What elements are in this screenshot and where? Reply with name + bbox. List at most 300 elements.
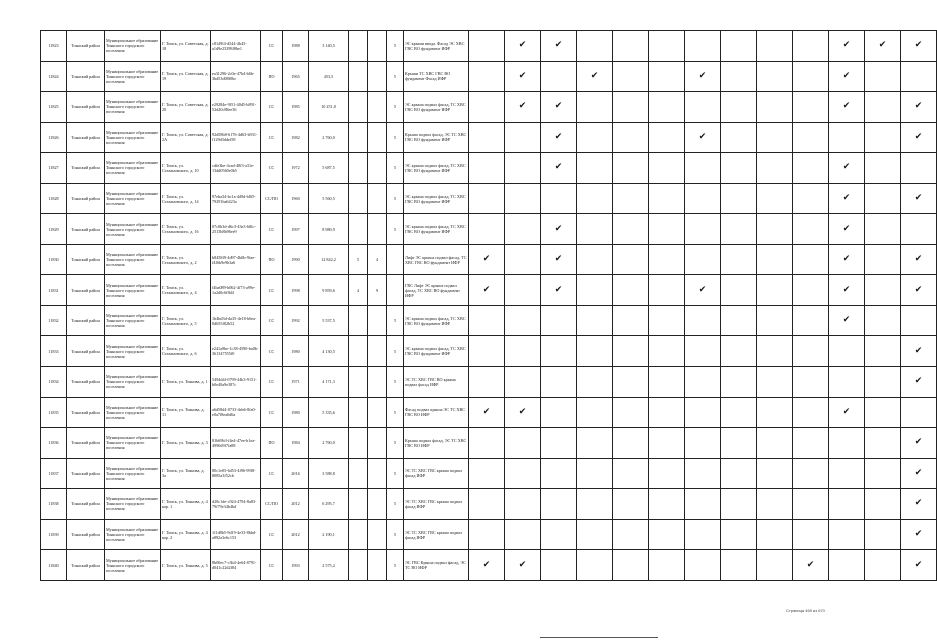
district-cell: Тоянский район: [67, 428, 105, 459]
address-cell: Г. Томск, ул. Стахановского, д. 5: [161, 305, 211, 336]
work-mark-cell: [541, 183, 577, 214]
table-row: [41, 550, 937, 581]
owner-cell: Муниципальное образование Тоянского городского поселения: [105, 183, 161, 214]
work-mark-cell: [505, 275, 541, 306]
record-number: 11832: [41, 305, 67, 336]
work-mark-cell: [865, 214, 901, 245]
floors-cell: [349, 122, 368, 153]
work-mark-cell: [541, 275, 577, 306]
work-mark-cell: [685, 92, 721, 123]
address-cell: Г. Томск, ул. Стахановского, д. 6: [161, 336, 211, 367]
owner-cell: Муниципальное образование Тоянского городского поселения: [105, 305, 161, 336]
entrances-cell: [368, 153, 387, 184]
work-mark-cell: [541, 122, 577, 153]
work-mark-cell: [757, 397, 793, 428]
work-mark-cell: [505, 458, 541, 489]
work-mark-cell: [685, 489, 721, 520]
owner-cell: Муниципальное образование Тоянского городского поселения: [105, 458, 161, 489]
owner-cell: Муниципальное образование Тоянского городского поселения: [105, 336, 161, 367]
work-mark-cell: [649, 336, 685, 367]
work-mark-cell: [793, 428, 829, 459]
work-mark-cell: [613, 244, 649, 275]
checkmark-icon: ✔: [914, 529, 923, 540]
work-mark-cell: [613, 61, 649, 92]
work-mark-cell: [685, 183, 721, 214]
floors-cell: [349, 550, 368, 581]
works-cell: ЭС ТС ХВС ГВС ВО крыша подвал фасад ИФР: [404, 367, 469, 398]
work-mark-cell: [577, 153, 613, 184]
wall-material-cell: СС/ПО: [261, 183, 283, 214]
work-mark-cell: [757, 153, 793, 184]
wall-material-cell: СС: [261, 550, 283, 581]
work-mark-cell: [685, 275, 721, 306]
work-mark-cell: [901, 275, 937, 306]
work-mark-cell: [649, 122, 685, 153]
work-mark-cell: [721, 244, 757, 275]
work-mark-cell: [829, 92, 865, 123]
work-mark-cell: [865, 183, 901, 214]
work-mark-cell: [829, 458, 865, 489]
owner-cell: Муниципальное образование Тоянского городского поселения: [105, 428, 161, 459]
table-row: [41, 92, 937, 123]
work-mark-cell: [469, 275, 505, 306]
table-row: [41, 489, 937, 520]
work-mark-cell: [541, 305, 577, 336]
work-mark-cell: [901, 92, 937, 123]
work-mark-cell: [865, 550, 901, 581]
work-mark-cell: [649, 458, 685, 489]
work-mark-cell: [685, 153, 721, 184]
work-mark-cell: [829, 275, 865, 306]
work-mark-cell: [721, 550, 757, 581]
build-year-cell: 1965: [283, 61, 309, 92]
work-mark-cell: [793, 489, 829, 520]
wall-material-cell: СС: [261, 92, 283, 123]
wall-material-cell: СС: [261, 397, 283, 428]
checkmark-icon: ✔: [482, 284, 491, 295]
checkmark-icon: ✔: [914, 345, 923, 356]
guid-cell: 97eba34-bc1a-4d9d-b8f5-79291ba6423a: [211, 183, 261, 214]
wall-material-cell: СС: [261, 214, 283, 245]
work-mark-cell: [505, 31, 541, 62]
work-mark-cell: [613, 367, 649, 398]
floors-cell: [349, 428, 368, 459]
work-mark-cell: [793, 519, 829, 550]
work-mark-cell: [757, 92, 793, 123]
work-mark-cell: [865, 275, 901, 306]
work-mark-cell: [793, 397, 829, 428]
record-number: 11837: [41, 458, 67, 489]
work-mark-cell: [505, 61, 541, 92]
works-cell: ЭС ГВС Крыша подвал фасад, ЭС ТС ВО ИФР: [404, 550, 469, 581]
owner-cell: Муниципальное образование Тоянского городского поселения: [105, 519, 161, 550]
work-mark-cell: [469, 31, 505, 62]
work-mark-cell: [541, 92, 577, 123]
address-cell: Г. Томск, ул. Стахановского, д. 2: [161, 244, 211, 275]
work-mark-cell: [901, 305, 937, 336]
entrances-cell: [368, 550, 387, 581]
owner-cell: Муниципальное образование Тоянского городского поселения: [105, 61, 161, 92]
work-mark-cell: [469, 550, 505, 581]
work-mark-cell: [901, 336, 937, 367]
work-mark-cell: [829, 519, 865, 550]
work-mark-cell: [685, 122, 721, 153]
table-row: [41, 31, 937, 62]
category-cell: 5: [387, 550, 404, 581]
works-cell: ЭС крыша подвал фасад, ТС ХВС ГВС ВО фундамент ИФР: [404, 336, 469, 367]
signature-line: [540, 637, 658, 638]
work-mark-cell: [469, 519, 505, 550]
works-cell: ЭС крыша подвал фасад, ТС ХВС ГВС ВО фундамент ИФР: [404, 92, 469, 123]
work-mark-cell: [793, 153, 829, 184]
owner-cell: Муниципальное образование Тоянского городского поселения: [105, 489, 161, 520]
district-cell: Тоянский район: [67, 92, 105, 123]
checkmark-icon: ✔: [842, 162, 851, 173]
work-mark-cell: [541, 153, 577, 184]
work-mark-cell: [577, 305, 613, 336]
work-mark-cell: [757, 428, 793, 459]
checkmark-icon: ✔: [914, 284, 923, 295]
checkmark-icon: ✔: [518, 40, 527, 51]
work-mark-cell: [577, 458, 613, 489]
work-mark-cell: [685, 336, 721, 367]
district-cell: Тоянский район: [67, 214, 105, 245]
checkmark-icon: ✔: [698, 70, 707, 81]
record-number: 11834: [41, 367, 67, 398]
address-cell: Г. Томск, ул. Тоянова, д. 3а: [161, 458, 211, 489]
work-mark-cell: [469, 428, 505, 459]
work-mark-cell: [613, 122, 649, 153]
table-row: [41, 214, 937, 245]
work-mark-cell: [505, 214, 541, 245]
work-mark-cell: [793, 31, 829, 62]
work-mark-cell: [577, 244, 613, 275]
works-cell: Лифт ЭС крыша подвал фасад, ТС ХВС ГВС ВО фундамент ИФР: [404, 244, 469, 275]
works-cell: ЭС ТС ХВС ГВС крыша подвал фасад ИФР: [404, 458, 469, 489]
work-mark-cell: [541, 397, 577, 428]
checkmark-icon: ✔: [554, 131, 563, 142]
work-mark-cell: [649, 31, 685, 62]
table-row: [41, 336, 937, 367]
record-number: 11839: [41, 519, 67, 550]
floors-cell: [349, 31, 368, 62]
area-cell: 12 842,2: [309, 244, 349, 275]
work-mark-cell: [721, 61, 757, 92]
work-mark-cell: [865, 122, 901, 153]
work-mark-cell: [721, 92, 757, 123]
work-mark-cell: [793, 550, 829, 581]
work-mark-cell: [793, 336, 829, 367]
checkmark-icon: ✔: [698, 131, 707, 142]
district-cell: Тоянский район: [67, 550, 105, 581]
checkmark-icon: ✔: [554, 284, 563, 295]
wall-material-cell: СС: [261, 336, 283, 367]
checkmark-icon: ✔: [842, 101, 851, 112]
address-cell: Г. Томск, ул. Советская, д. 18: [161, 31, 211, 62]
category-cell: 5: [387, 122, 404, 153]
work-mark-cell: [649, 305, 685, 336]
checkmark-icon: ✔: [554, 254, 563, 265]
wall-material-cell: СС: [261, 458, 283, 489]
work-mark-cell: [649, 275, 685, 306]
category-cell: 5: [387, 61, 404, 92]
build-year-cell: 1980: [283, 397, 309, 428]
work-mark-cell: [613, 489, 649, 520]
work-mark-cell: [685, 458, 721, 489]
work-mark-cell: [469, 336, 505, 367]
wall-material-cell: ПО: [261, 244, 283, 275]
area-cell: 5 335,6: [309, 397, 349, 428]
address-cell: Г. Томск, ул. Стахановского, д. 10: [161, 153, 211, 184]
checkmark-icon: ✔: [518, 101, 527, 112]
work-mark-cell: [649, 244, 685, 275]
guid-cell: 80c1e05-6d53-4f96-99f8-8085a3f52cb: [211, 458, 261, 489]
work-mark-cell: [901, 61, 937, 92]
area-cell: 5 537,5: [309, 305, 349, 336]
work-mark-cell: [757, 550, 793, 581]
district-cell: Тоянский район: [67, 397, 105, 428]
work-mark-cell: [829, 183, 865, 214]
table-row: [41, 305, 937, 336]
district-cell: Тоянский район: [67, 61, 105, 92]
work-mark-cell: [757, 61, 793, 92]
area-cell: 5 687,5: [309, 153, 349, 184]
wall-material-cell: СС: [261, 275, 283, 306]
work-mark-cell: [829, 397, 865, 428]
address-cell: Г. Томск, ул. Тоянова, д. 5: [161, 550, 211, 581]
entrances-cell: [368, 428, 387, 459]
area-cell: 8 980,9: [309, 214, 349, 245]
area-cell: 4 171,3: [309, 367, 349, 398]
building-register-table: [40, 30, 937, 581]
address-cell: Г. Томск, ул. Тоянова, д. 3: [161, 428, 211, 459]
work-mark-cell: [541, 61, 577, 92]
entrances-cell: [368, 489, 387, 520]
work-mark-cell: [865, 244, 901, 275]
work-mark-cell: [901, 31, 937, 62]
area-cell: 6 295,7: [309, 489, 349, 520]
work-mark-cell: [469, 122, 505, 153]
work-mark-cell: [613, 397, 649, 428]
build-year-cell: 2016: [283, 458, 309, 489]
address-cell: Г. Томск, ул. Советская, д. 19: [161, 61, 211, 92]
work-mark-cell: [685, 428, 721, 459]
table-row: [41, 122, 937, 153]
work-mark-cell: [541, 214, 577, 245]
address-cell: Г. Томск, ул. Стахановского, д. 4: [161, 275, 211, 306]
checkmark-icon: ✔: [842, 70, 851, 81]
address-cell: Г. Томск, ул. Советская, д. 2А: [161, 122, 211, 153]
build-year-cell: 1993: [283, 550, 309, 581]
work-mark-cell: [577, 92, 613, 123]
build-year-cell: 1971: [283, 367, 309, 398]
area-cell: 9 859,6: [309, 275, 349, 306]
work-mark-cell: [829, 214, 865, 245]
category-cell: 5: [387, 214, 404, 245]
area-cell: 5 560,5: [309, 183, 349, 214]
address-cell: Г. Томск, ул. Тоянова, д. 4 кор. 2: [161, 519, 211, 550]
wall-material-cell: СС/ПО: [261, 489, 283, 520]
work-mark-cell: [505, 367, 541, 398]
build-year-cell: 1997: [283, 214, 309, 245]
work-mark-cell: [577, 336, 613, 367]
district-cell: Тоянский район: [67, 275, 105, 306]
checkmark-icon: ✔: [842, 40, 851, 51]
work-mark-cell: [505, 550, 541, 581]
work-mark-cell: [829, 153, 865, 184]
work-mark-cell: [685, 31, 721, 62]
floors-cell: 5: [349, 244, 368, 275]
work-mark-cell: [721, 489, 757, 520]
work-mark-cell: [721, 214, 757, 245]
record-number: 11835: [41, 397, 67, 428]
work-mark-cell: [577, 214, 613, 245]
entrances-cell: [368, 397, 387, 428]
table-row: [41, 397, 937, 428]
work-mark-cell: [721, 122, 757, 153]
checkmark-icon: ✔: [554, 40, 563, 51]
works-cell: ЭС крыши ввода. Фасад ЭС ХВС ГВС ВО фундамент ИФР: [404, 31, 469, 62]
build-year-cell: 1982: [283, 122, 309, 153]
work-mark-cell: [541, 336, 577, 367]
work-mark-cell: [469, 214, 505, 245]
district-cell: Тоянский район: [67, 367, 105, 398]
work-mark-cell: [829, 367, 865, 398]
wall-material-cell: СС: [261, 519, 283, 550]
work-mark-cell: [721, 336, 757, 367]
wall-material-cell: СС: [261, 305, 283, 336]
work-mark-cell: [901, 519, 937, 550]
work-mark-cell: [613, 214, 649, 245]
work-mark-cell: [613, 458, 649, 489]
work-mark-cell: [901, 244, 937, 275]
work-mark-cell: [865, 153, 901, 184]
district-cell: Тоянский район: [67, 489, 105, 520]
area-cell: 4 130,5: [309, 336, 349, 367]
work-mark-cell: [829, 122, 865, 153]
work-mark-cell: [541, 428, 577, 459]
work-mark-cell: [685, 61, 721, 92]
work-mark-cell: [541, 31, 577, 62]
checkmark-icon: ✔: [914, 101, 923, 112]
guid-cell: a6d58d4-0733-4eb6-8fa0-e0a7f8ea6d6a: [211, 397, 261, 428]
owner-cell: Муниципальное образование Тоянского городского поселения: [105, 275, 161, 306]
build-year-cell: 2012: [283, 489, 309, 520]
checkmark-icon: ✔: [698, 284, 707, 295]
floors-cell: [349, 367, 368, 398]
address-cell: Г. Томск, ул. Стахановского, д. 14: [161, 183, 211, 214]
record-number: 11825: [41, 92, 67, 123]
table-row: [41, 275, 937, 306]
work-mark-cell: [685, 367, 721, 398]
work-mark-cell: [649, 397, 685, 428]
category-cell: 5: [387, 428, 404, 459]
area-cell: 3 140,5: [309, 31, 349, 62]
work-mark-cell: [469, 61, 505, 92]
checkmark-icon: ✔: [806, 559, 815, 570]
work-mark-cell: [613, 275, 649, 306]
work-mark-cell: [901, 428, 937, 459]
work-mark-cell: [757, 489, 793, 520]
work-mark-cell: [577, 367, 613, 398]
category-cell: [387, 244, 404, 275]
work-mark-cell: [541, 519, 577, 550]
work-mark-cell: [865, 31, 901, 62]
work-mark-cell: [469, 367, 505, 398]
work-mark-cell: [757, 336, 793, 367]
owner-cell: Муниципальное образование Тоянского городского поселения: [105, 214, 161, 245]
entrances-cell: [368, 31, 387, 62]
table-row: [41, 519, 937, 550]
work-mark-cell: [469, 458, 505, 489]
work-mark-cell: [721, 305, 757, 336]
work-mark-cell: [721, 458, 757, 489]
district-cell: Тоянский район: [67, 153, 105, 184]
checkmark-icon: ✔: [482, 254, 491, 265]
guid-cell: e241a9be-1c38-4590-ba0b-361347555f0: [211, 336, 261, 367]
category-cell: 5: [387, 92, 404, 123]
work-mark-cell: [541, 550, 577, 581]
works-cell: ЭС ТС ХВС ГВС крыша подвал фасад ИФР: [404, 519, 469, 550]
work-mark-cell: [613, 305, 649, 336]
work-mark-cell: [649, 61, 685, 92]
floors-cell: [349, 489, 368, 520]
category-cell: 5: [387, 305, 404, 336]
checkmark-icon: ✔: [518, 406, 527, 417]
entrances-cell: [368, 305, 387, 336]
checkmark-icon: ✔: [518, 70, 527, 81]
checkmark-icon: ✔: [554, 101, 563, 112]
checkmark-icon: ✔: [842, 193, 851, 203]
work-mark-cell: [721, 153, 757, 184]
wall-material-cell: ПО: [261, 428, 283, 459]
work-mark-cell: [757, 244, 793, 275]
guid-cell: b8458f9-4d97-4b0b-9fae-f4f6b9e9b3a6: [211, 244, 261, 275]
district-cell: Тоянский район: [67, 244, 105, 275]
works-cell: ЭС крыша подвал фасад, ТС ХВС ГВС ВО фундамент ИФР: [404, 305, 469, 336]
checkmark-icon: ✔: [914, 131, 923, 142]
work-mark-cell: [469, 244, 505, 275]
guid-cell: cdfe3be-4cad-48f3-a31e-13dd0560e0b5: [211, 153, 261, 184]
build-year-cell: 1984: [283, 428, 309, 459]
work-mark-cell: [505, 489, 541, 520]
work-mark-cell: [721, 397, 757, 428]
area-cell: 453,5: [309, 61, 349, 92]
floors-cell: [349, 214, 368, 245]
floors-cell: [349, 458, 368, 489]
work-mark-cell: [865, 489, 901, 520]
work-mark-cell: [793, 183, 829, 214]
guid-cell: f4ba089-b062-4f73-a99e-1a2d0c6f8d4: [211, 275, 261, 306]
work-mark-cell: [793, 305, 829, 336]
table-row: [41, 183, 937, 214]
work-mark-cell: [901, 183, 937, 214]
record-number: 11831: [41, 275, 67, 306]
work-mark-cell: [721, 519, 757, 550]
work-mark-cell: [613, 428, 649, 459]
district-cell: Тоянский район: [67, 458, 105, 489]
work-mark-cell: [469, 397, 505, 428]
work-mark-cell: [721, 183, 757, 214]
table-row: [41, 153, 937, 184]
work-mark-cell: [541, 489, 577, 520]
record-number: 11829: [41, 214, 67, 245]
work-mark-cell: [505, 428, 541, 459]
guid-cell: 5494d4f-0799-44b3-9151-b0e40a9e387c: [211, 367, 261, 398]
work-mark-cell: [577, 428, 613, 459]
work-mark-cell: [577, 519, 613, 550]
work-mark-cell: [649, 489, 685, 520]
